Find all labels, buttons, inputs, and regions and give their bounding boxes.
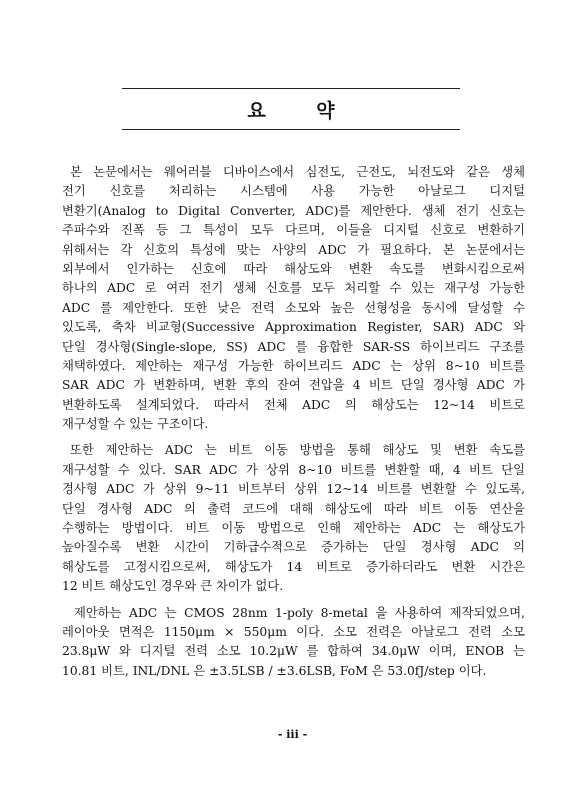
paragraph <box>62 441 525 596</box>
text-line: 제안하는 ADC 는 CMOS 28nm 1-poly 8-metal 을 사용하여 제작되었으며, <box>74 605 525 620</box>
text-line: 주파수와 진폭 등 그 특성이 모두 다르며, 이들을 디지털 신호로 변환하기 <box>62 223 525 238</box>
text-line: 전기 신호를 처리하는 시스템에 사용 가능한 아날로그 디지털 <box>62 184 525 199</box>
text-line: 위해서는 각 신호의 특성에 맞는 사양의 ADC 가 필요하다. 본 논문에서는 <box>62 242 525 257</box>
text-line: 높아질수록 변환 시간이 기하급수적으로 증가하는 단일 경사형 ADC 의 <box>62 540 525 555</box>
text-line: 수행하는 방법이다. 비트 이동 방법으로 인해 제안하는 ADC 는 해상도가 <box>62 521 525 536</box>
text-line: 23.8μW 와 디지털 전력 소모 10.2μW 를 합하여 34.0μW 이며, ENOB 는 <box>62 644 525 659</box>
text-line: 채택하였다. 제안하는 재구성 가능한 하이브리드 ADC 는 상위 8~10 비트를 <box>62 358 525 373</box>
text-line: 경사형 ADC 가 상위 9~11 비트부터 상위 12~14 비트를 변환할 수 있도록, <box>62 482 525 497</box>
text-line: 하나의 ADC 로 여러 전기 생체 신호를 모두 처리할 수 있는 재구성 가능한 <box>62 281 525 296</box>
text-line: SAR ADC 가 변환하며, 변환 후의 잔여 전압을 4 비트 단일 경사형 ADC 가 <box>62 378 525 393</box>
paragraph <box>62 604 525 682</box>
text-line: 재구성할 수 있는 구조이다. <box>62 417 209 432</box>
text-line: ADC 를 제안한다. 또한 낮은 전력 소모와 높은 선형성을 동시에 달성할 수 <box>62 300 525 315</box>
text-line: 본 논문에서는 웨어러블 디바이스에서 심전도, 근전도, 뇌전도와 같은 생체 <box>70 165 525 179</box>
text-line: 있도록, 축차 비교형(Successive Approximation Register, SAR) ADC 와 <box>62 320 525 335</box>
text-line: 단일 경사형 ADC 의 출력 코드에 대해 해상도에 따라 비트 이동 연산을 <box>62 501 525 516</box>
page-number: - iii - <box>277 728 308 741</box>
text-line: 외부에서 인가하는 신호에 따라 해상도와 변환 속도를 변화시킴으로써 <box>62 261 525 276</box>
paragraph <box>62 163 525 434</box>
abstract-body <box>62 163 525 688</box>
text-line: 변환하도록 설계되었다. 따라서 전체 ADC 의 해상도는 12~14 비트로 <box>62 397 525 412</box>
text-line: 해상도를 고정시킴으로써, 해상도가 14 비트로 증가하더라도 변환 시간은 <box>62 559 525 574</box>
text-line: 레이아웃 면적은 1150μm × 550μm 이다. 소모 전력은 아날로그 전력 소모 <box>62 624 525 639</box>
text-line: 12 비트 해상도인 경우와 큰 차이가 없다. <box>62 579 284 594</box>
page-title: 요 약 <box>247 99 357 122</box>
title-box <box>122 88 460 130</box>
text-line: 재구성할 수 있다. SAR ADC 가 상위 8~10 비트를 변환할 때, 4 비트 단일 <box>62 462 525 477</box>
text-line: 또한 제안하는 ADC 는 비트 이동 방법을 통해 해상도 및 변환 속도를 <box>70 443 525 458</box>
text-line: 단일 경사형(Single-slope, SS) ADC 를 융합한 SAR-SS 하이브리드 구조를 <box>62 339 525 354</box>
text-line: 10.81 비트, INL/DNL 은 ±3.5LSB / ±3.6LSB, FoM 은 53.0fJ/step 이다. <box>62 663 487 678</box>
text-line: 변환기(Analog to Digital Converter, ADC)를 제안한다. 생체 전기 신호는 <box>62 203 525 218</box>
